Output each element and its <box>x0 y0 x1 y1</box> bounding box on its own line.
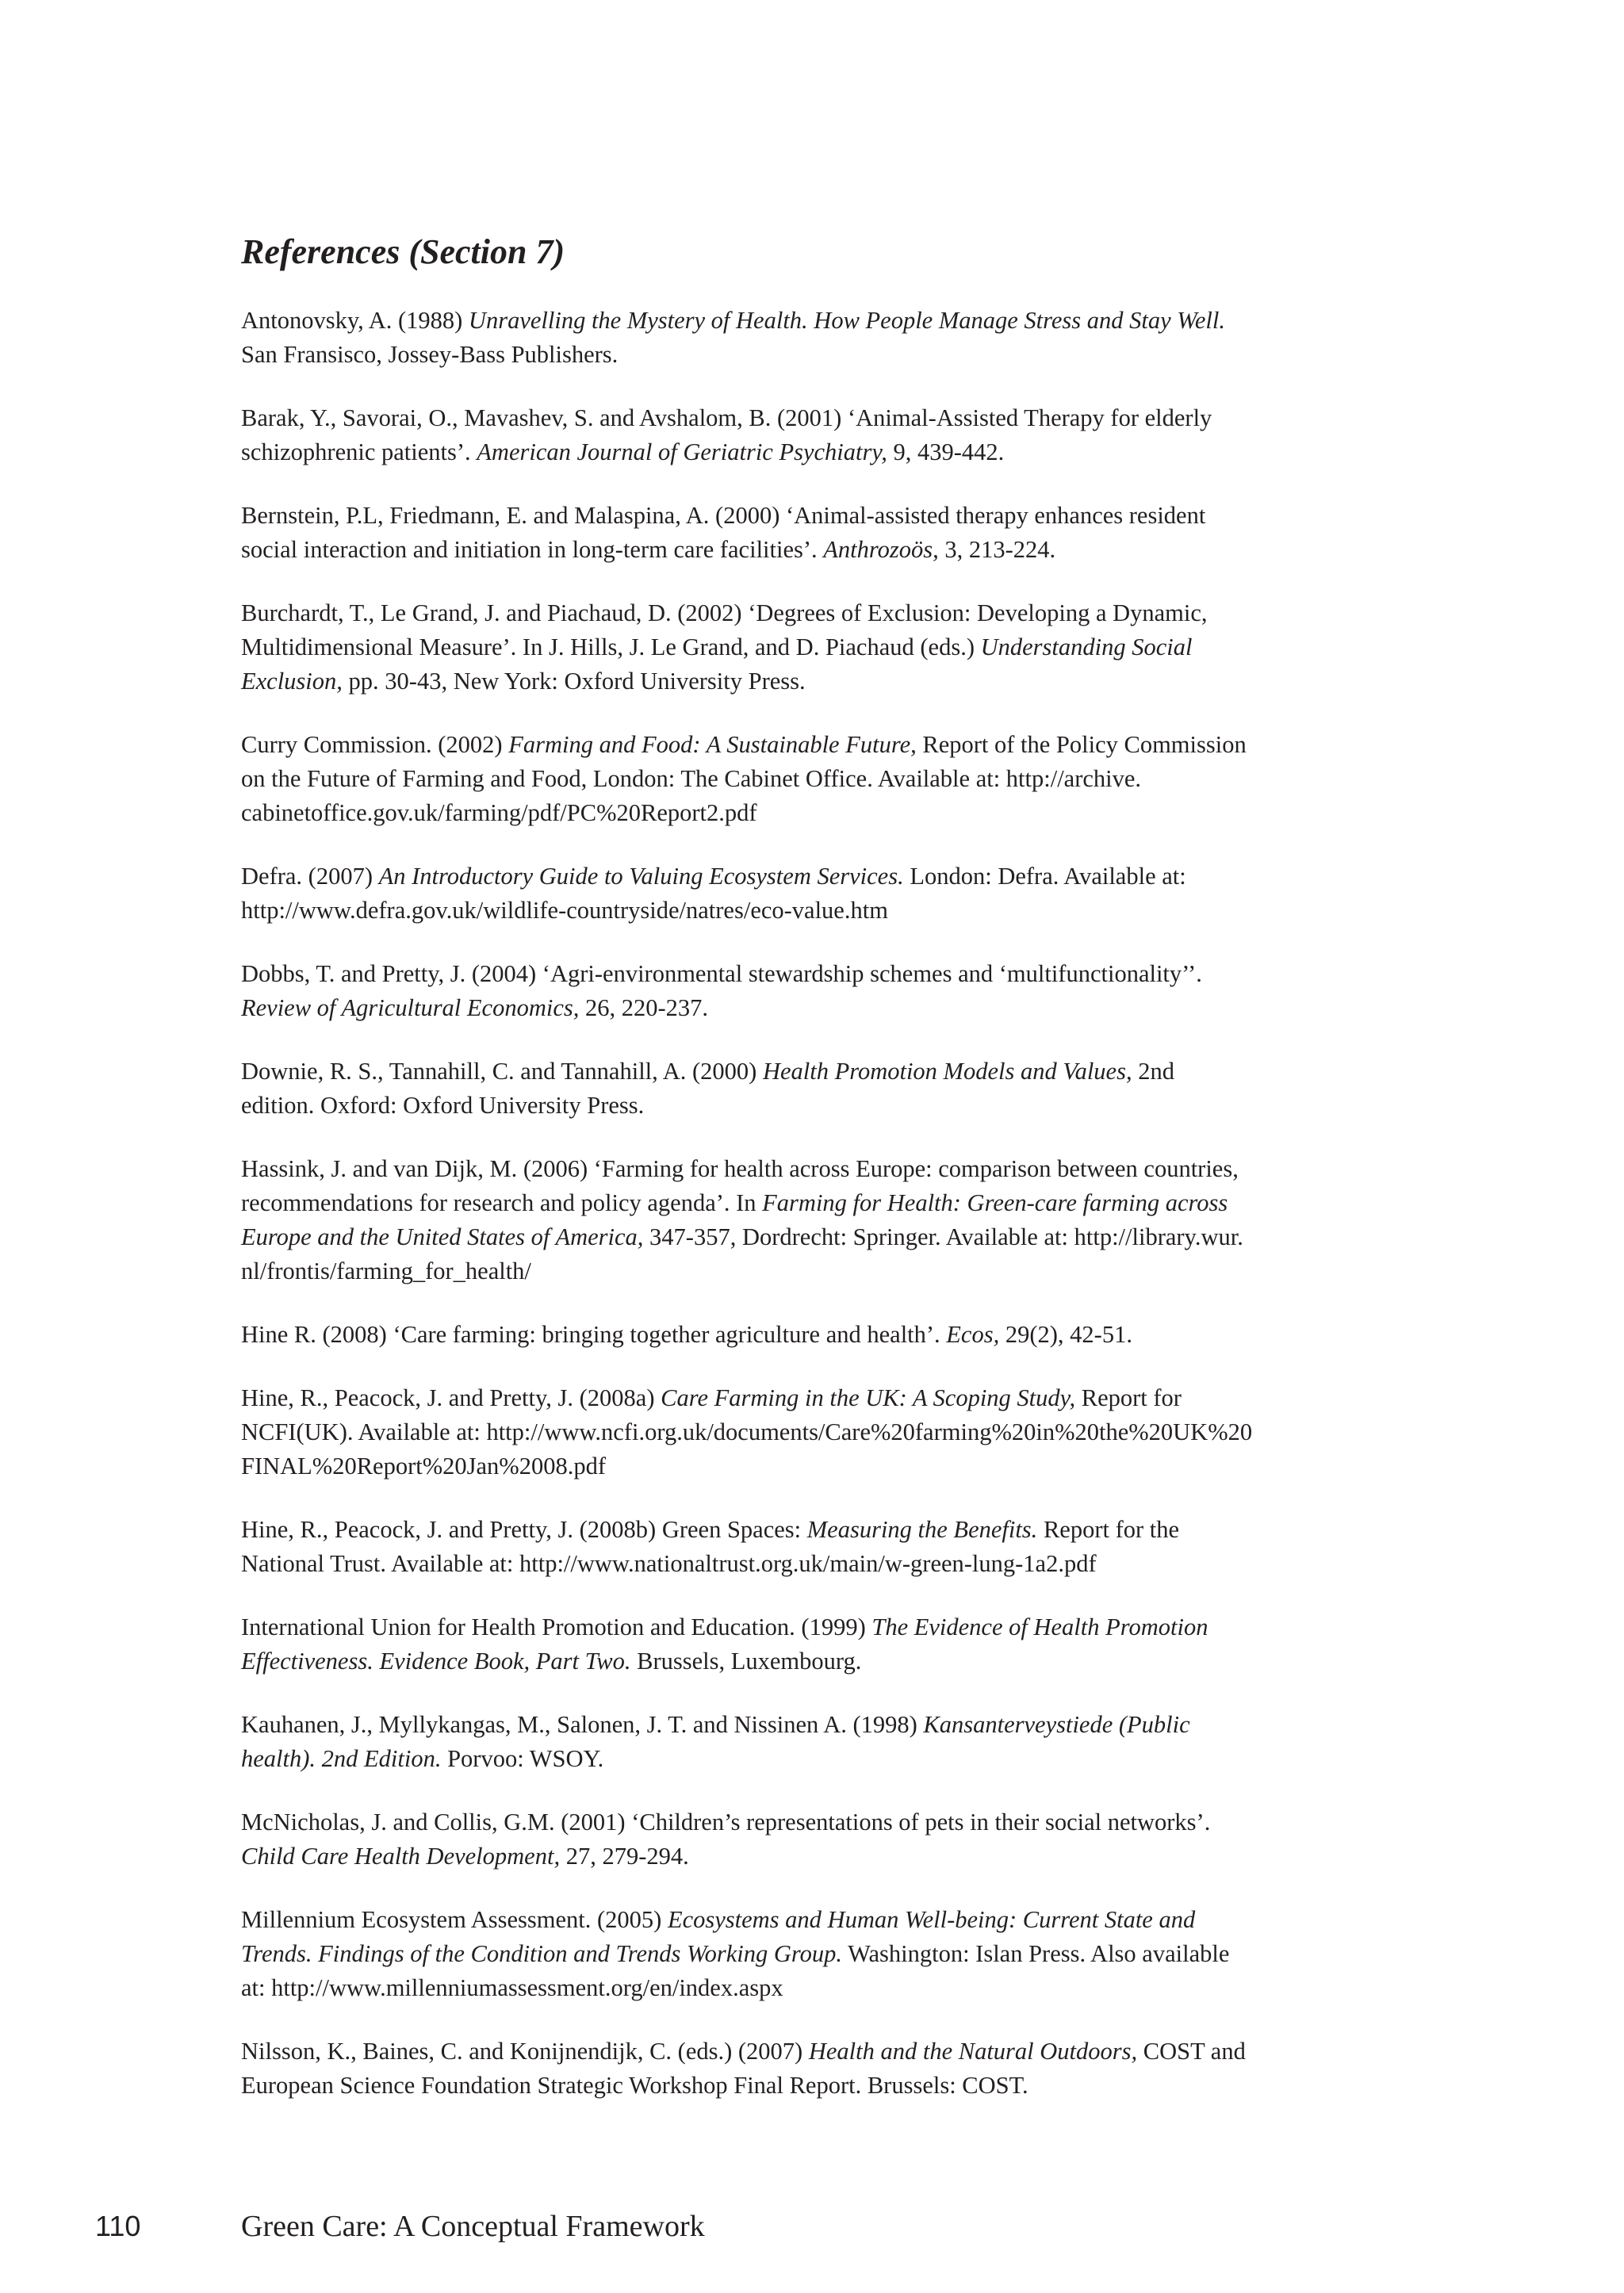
reference-line <box>241 2035 1399 2069</box>
reference-italic-segment: Unravelling the Mystery of Health. How People Manage Stress and Stay Well. <box>468 307 1225 334</box>
reference-text-segment: Brussels, Luxembourg. <box>630 1648 862 1675</box>
reference-line <box>241 728 1399 762</box>
reference-text-segment: Downie, R. S., Tannahill, C. and Tannahill, A. (2000) <box>241 1058 763 1085</box>
reference-text-segment: Antonovsky, A. (1988) <box>241 307 469 334</box>
reference-text-segment: 27, 279-294. <box>560 1843 689 1870</box>
reference-text-segment: schizophrenic patients’. <box>241 438 477 465</box>
reference-text-segment: 3, 213-224. <box>938 536 1056 563</box>
reference-line <box>241 1839 1399 1874</box>
reference-entry <box>241 1318 1399 1352</box>
reference-text-segment: 9, 439-442. <box>887 438 1005 465</box>
reference-line <box>241 499 1399 533</box>
reference-text-segment: COST and <box>1137 2038 1246 2065</box>
reference-text-segment: Washington: Islan Press. Also available <box>842 1940 1230 1967</box>
reference-text-segment: at: http://www.millenniumassessment.org/en/index.aspx <box>241 1974 783 2001</box>
reference-line <box>241 1415 1399 1449</box>
reference-text-segment: cabinetoffice.gov.uk/farming/pdf/PC%20Report2.pdf <box>241 799 757 826</box>
reference-line <box>241 957 1399 991</box>
reference-line <box>241 1937 1399 1971</box>
reference-entry <box>241 499 1399 567</box>
reference-text-segment: McNicholas, J. and Collis, G.M. (2001) ‘Children’s representations of pets in their social networks’. <box>241 1809 1211 1836</box>
reference-line <box>241 401 1399 435</box>
reference-line <box>241 1220 1399 1254</box>
reference-entry <box>241 1903 1399 2005</box>
reference-text-segment: Report for the <box>1037 1516 1180 1543</box>
reference-text-segment: Report for <box>1075 1384 1182 1411</box>
reference-italic-segment: health). 2nd Edition. <box>241 1745 442 1772</box>
reference-italic-segment: Review of Agricultural Economics, <box>241 994 580 1021</box>
reference-text-segment: London: Defra. Available at: <box>903 863 1186 890</box>
reference-line <box>241 1610 1399 1644</box>
reference-text-segment: Curry Commission. (2002) <box>241 731 509 758</box>
reference-text-segment: European Science Foundation Strategic Workshop Final Report. Brussels: COST. <box>241 2072 1028 2099</box>
reference-italic-segment: Measuring the Benefits. <box>806 1516 1038 1543</box>
reference-text-segment: Defra. (2007) <box>241 863 379 890</box>
reference-line <box>241 304 1399 338</box>
reference-line <box>241 1742 1399 1776</box>
reference-text-segment: San Fransisco, Jossey-Bass Publishers. <box>241 341 619 368</box>
reference-line <box>241 533 1399 567</box>
reference-entry <box>241 1152 1399 1288</box>
reference-line <box>241 2069 1399 2103</box>
reference-line <box>241 1381 1399 1415</box>
reference-text-segment: Millennium Ecosystem Assessment. (2005) <box>241 1906 668 1933</box>
reference-text-segment: edition. Oxford: Oxford University Press. <box>241 1092 645 1119</box>
reference-line <box>241 1089 1399 1123</box>
reference-italic-segment: Health and the Natural Outdoors, <box>808 2038 1138 2065</box>
reference-entry <box>241 596 1399 699</box>
reference-text-segment: Burchardt, T., Le Grand, J. and Piachaud, D. (2002) ‘Degrees of Exclusion: Developing a Dynamic, <box>241 599 1208 626</box>
reference-italic-segment: Ecos, <box>946 1321 1000 1348</box>
reference-italic-segment: Farming and Food: A Sustainable Future, <box>508 731 917 758</box>
reference-text-segment: pp. 30-43, New York: Oxford University Press. <box>342 668 806 695</box>
reference-line <box>241 338 1399 372</box>
reference-line <box>241 1903 1399 1937</box>
reference-line <box>241 1186 1399 1220</box>
reference-text-segment: Bernstein, P.L, Friedmann, E. and Malaspina, A. (2000) ‘Animal-assisted therapy enhances resident <box>241 502 1206 529</box>
reference-italic-segment: Europe and the United States of America, <box>241 1223 644 1250</box>
reference-entry <box>241 2035 1399 2103</box>
reference-entry <box>241 1513 1399 1581</box>
reference-text-segment: 2nd <box>1132 1058 1174 1085</box>
reference-text-segment: Multidimensional Measure’. In J. Hills, J. Le Grand, and D. Piachaud (eds.) <box>241 634 981 660</box>
reference-text-segment: recommendations for research and policy agenda’. In <box>241 1189 763 1216</box>
reference-text-segment: Report of the Policy Commission <box>916 731 1247 758</box>
reference-text-segment: nl/frontis/farming_for_health/ <box>241 1258 531 1284</box>
reference-text-segment: 26, 220-237. <box>579 994 709 1021</box>
reference-text-segment: FINAL%20Report%20Jan%2008.pdf <box>241 1453 606 1480</box>
reference-entry <box>241 1708 1399 1776</box>
reference-line <box>241 1644 1399 1679</box>
reference-entry <box>241 401 1399 469</box>
reference-italic-segment: An Introductory Guide to Valuing Ecosystem Services. <box>378 863 904 890</box>
reference-line <box>241 630 1399 664</box>
reference-text-segment: Nilsson, K., Baines, C. and Konijnendijk, C. (eds.) (2007) <box>241 2038 809 2065</box>
reference-line <box>241 1318 1399 1352</box>
reference-text-segment: NCFI(UK). Available at: http://www.ncfi.org.uk/documents/Care%20farming%20in%20the%20UK%20 <box>241 1418 1253 1445</box>
reference-italic-segment: The Evidence of Health Promotion <box>871 1614 1208 1640</box>
reference-italic-segment: Exclusion, <box>241 668 343 695</box>
reference-text-segment: http://www.defra.gov.uk/wildlife-countryside/natres/eco-value.htm <box>241 897 888 924</box>
reference-entry <box>241 1805 1399 1874</box>
reference-line <box>241 762 1399 796</box>
reference-italic-segment: Health Promotion Models and Values, <box>762 1058 1132 1085</box>
reference-italic-segment: Care Farming in the UK: A Scoping Study, <box>661 1384 1076 1411</box>
reference-line <box>241 1708 1399 1742</box>
reference-text-segment: Kauhanen, J., Myllykangas, M., Salonen, J. T. and Nissinen A. (1998) <box>241 1711 924 1738</box>
reference-text-segment: Barak, Y., Savorai, O., Mavashev, S. and Avshalom, B. (2001) ‘Animal-Assisted Therapy for elderly <box>241 404 1212 431</box>
reference-text-segment: Hassink, J. and van Dijk, M. (2006) ‘Farming for health across Europe: comparison between countries, <box>241 1155 1239 1182</box>
reference-entry <box>241 1610 1399 1679</box>
reference-text-segment: social interaction and initiation in long-term care facilities’. <box>241 536 824 563</box>
reference-line <box>241 1152 1399 1186</box>
reference-text-segment: International Union for Health Promotion and Education. (1999) <box>241 1614 872 1640</box>
reference-line <box>241 796 1399 830</box>
page-title: References (Section 7) <box>241 232 565 271</box>
reference-italic-segment: Effectiveness. Evidence Book, Part Two. <box>241 1648 631 1675</box>
reference-text-segment: 347-357, Dordrecht: Springer. Available at: http://library.wur. <box>643 1223 1243 1250</box>
reference-text-segment: Hine R. (2008) ‘Care farming: bringing together agriculture and health’. <box>241 1321 947 1348</box>
reference-text-segment: Hine, R., Peacock, J. and Pretty, J. (2008a) <box>241 1384 661 1411</box>
reference-line <box>241 435 1399 469</box>
reference-line <box>241 1805 1399 1839</box>
reference-italic-segment: American Journal of Geriatric Psychiatry, <box>477 438 887 465</box>
running-title: Green Care: A Conceptual Framework <box>241 2210 705 2243</box>
reference-line <box>241 664 1399 699</box>
reference-text-segment: National Trust. Available at: http://www.nationaltrust.org.uk/main/w-green-lung-1a2.pdf <box>241 1550 1097 1577</box>
reference-text-segment: 29(2), 42-51. <box>999 1321 1132 1348</box>
reference-line <box>241 991 1399 1025</box>
reference-line <box>241 859 1399 894</box>
reference-italic-segment: Farming for Health: Green-care farming across <box>762 1189 1228 1216</box>
reference-entry <box>241 1055 1399 1123</box>
reference-line <box>241 1547 1399 1581</box>
reference-line <box>241 1971 1399 2005</box>
reference-text-segment: Hine, R., Peacock, J. and Pretty, J. (2008b) Green Spaces: <box>241 1516 807 1543</box>
reference-line <box>241 894 1399 928</box>
reference-line <box>241 596 1399 630</box>
reference-line <box>241 1513 1399 1547</box>
reference-entry <box>241 1381 1399 1483</box>
reference-entry <box>241 957 1399 1025</box>
page-number: 110 <box>95 2210 141 2242</box>
reference-italic-segment: Trends. Findings of the Condition and Trends Working Group. <box>241 1940 843 1967</box>
reference-italic-segment: Child Care Health Development, <box>241 1843 561 1870</box>
reference-line <box>241 1254 1399 1288</box>
reference-line <box>241 1449 1399 1483</box>
reference-entry <box>241 728 1399 830</box>
reference-line <box>241 1055 1399 1089</box>
reference-text-segment: on the Future of Farming and Food, London: The Cabinet Office. Available at: http://archive. <box>241 765 1142 792</box>
reference-text-segment: Porvoo: WSOY. <box>441 1745 604 1772</box>
reference-italic-segment: Ecosystems and Human Well-being: Current State and <box>667 1906 1196 1933</box>
reference-italic-segment: Kansanterveystiede (Public <box>923 1711 1190 1738</box>
reference-entry <box>241 304 1399 372</box>
reference-italic-segment: Anthrozoös, <box>823 536 939 563</box>
reference-entry <box>241 859 1399 928</box>
reference-italic-segment: Understanding Social <box>980 634 1193 660</box>
reference-list <box>241 304 1399 2132</box>
reference-text-segment: Dobbs, T. and Pretty, J. (2004) ‘Agri-environmental stewardship schemes and ‘multifunctionality’’. <box>241 960 1202 987</box>
